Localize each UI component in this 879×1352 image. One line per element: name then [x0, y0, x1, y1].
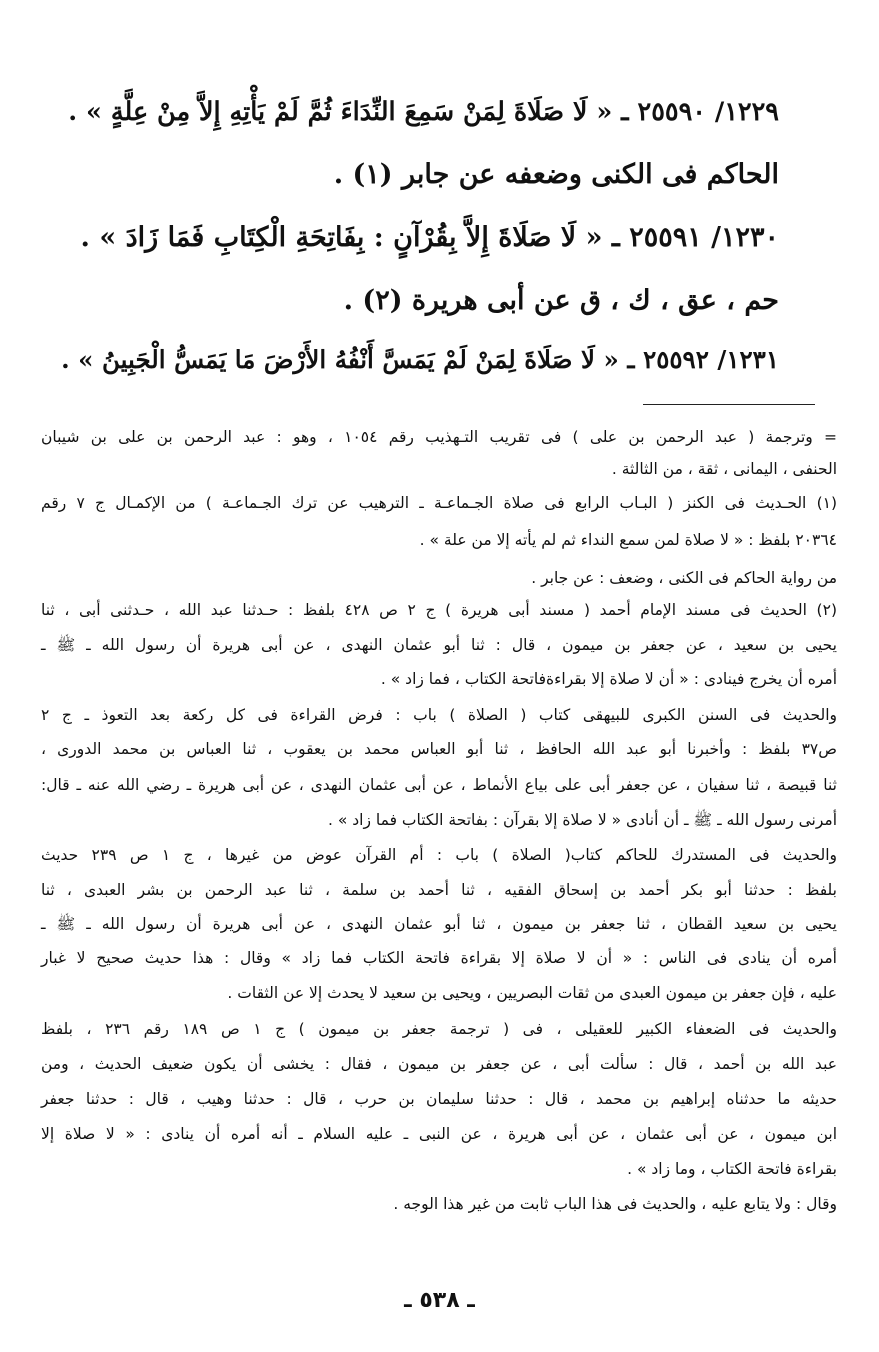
footnote-separator [643, 404, 815, 405]
footnote-2-line: ص٣٧ بلفظ : وأخبرنا أبو عبد الله الحافظ ، ثنا أبو العباس محمد بن يعقوب ، ثنا العباس بن محمد الدورى ، [41, 740, 837, 758]
hadith-1231: ١٢٣١/ ٢٥٥٩٢ ـ « لَا صَلَاةَ لِمَنْ لَمْ يَمَسَّ أَنْفُهُ الأَرْضَ مَا يَمَسُّ الْجَبِينُ » . [61, 345, 779, 374]
footnote-1-line: ٢٠٣٦٤ بلفظ : « لا صلاة لمن سمع النداء ثم لم يأته إلا من علة » . [419, 531, 837, 549]
footnote-2-line: أمرنى رسول الله ـ ﷺ ـ أن أنادى « لا صلاة إلا بقرآن : بفاتحة الكتاب فما زاد » . [328, 811, 837, 829]
footnote-2-line: وقال : ولا يتابع عليه ، والحديث فى هذا الباب ثابت من غير هذا الوجه . [393, 1195, 837, 1213]
hadith-1229: ١٢٢٩/ ٢٥٥٩٠ ـ « لَا صَلَاةَ لِمَنْ سَمِعَ النِّدَاءَ ثُمَّ لَمْ يَأْتِهِ إِلاَّ مِنْ عِلَّةٍ » . [68, 97, 779, 127]
footnote-2-line: عبد الله بن أحمد ، قال : سألت أبى ، عن جعفر بن ميمون ، فقال : يخشى أن يكون ضعيف الحديث ، ومن [41, 1055, 837, 1073]
footnote-line: = وترجمة ( عبد الرحمن بن على ) فى تقريب التـهذيب رقم ١٠٥٤ ، وهو : عبد الرحمن بن على بن شيبان [41, 428, 837, 446]
footnote-2-line: أمره أن يخرج فينادى : « أن لا صلاة إلا بقراءةفاتحة الكتاب ، فما زاد » . [380, 670, 837, 688]
source-1229: الحاكم فى الكنى وضعفه عن جابر (١) . [333, 159, 779, 190]
page-number: ـ ٥٣٨ ـ [404, 1288, 475, 1313]
footnote-2-line: والحديث فى المستدرك للحاكم كتاب( الصلاة ) باب : أم القرآن عوض من غيرها ، ج ١ ص ٢٣٩ حديث [41, 846, 838, 864]
footnote-2-line: (٢) الحديث فى مسند الإمام أحمد ( مسند أبى هريرة ) ج ٢ ص ٤٢٨ بلفظ : حـدثنا عبد الله ، حـدثنى أبى ، ثنا [41, 601, 837, 619]
footnote-2-line: بلفظ : حدثنا أبو بكر أحمد بن إسحاق الفقيه ، ثنا أحمد بن سلمة ، ثنا عبد الرحمن بن بشر العبدى ، ثنا [41, 881, 837, 899]
footnote-2-line: أمره أن ينادى فى الناس : « أن لا صلاة إلا بقراءة فاتحة الكتاب فما زاد » وقال : هذا حديث صحيح لا غبار [41, 949, 837, 967]
footnote-2-line: بقراءة فاتحة الكتاب ، وما زاد » . [627, 1160, 837, 1178]
footnote-2-line: والحديث فى الضعفاء الكبير للعقيلى ، فى ( ترجمة جعفر بن ميمون ) ج ١ ص ١٨٩ رقم ٢٣٦ ، بلفظ [41, 1020, 837, 1038]
footnote-1-line: (١) الحـديث فى الكنز ( البـاب الرابع فى صلاة الجـماعـة ـ الترهيب عن ترك الجـماعـة ) من الإكمـال ج ٧ رقم [41, 494, 838, 512]
hadith-1230: ١٢٣٠/ ٢٥٥٩١ ـ « لَا صَلَاةَ إِلاَّ بِقُرْآنٍ : بِفَاتِحَةِ الْكِتَابِ فَمَا زَادَ » . [80, 222, 779, 253]
footnote-2-line: ابن ميمون ، عن أبى عثمان ، عن أبى هريرة ، عن النبى ـ عليه السلام ـ أنه أمره أن ينادى : « لا صلاة إلا [41, 1125, 837, 1143]
footnote-1-line: من رواية الحاكم فى الكنى ، وضعف : عن جابر . [531, 569, 837, 587]
source-1230: حم ، عق ، ك ، ق عن أبى هريرة (٢) . [343, 285, 779, 316]
footnote-2-line: عليه ، فإن جعفر بن ميمون العبدى من ثقات البصريين ، ويحيى بن سعيد لا يحدث إلا عن الثقات . [227, 984, 837, 1002]
footnote-2-line: يحيى بن سعيد ، عن جعفر بن ميمون ، قال : ثنا أبو عثمان النهدى ، عن أبى هريرة أن رسول الله ـ ﷺ ـ [41, 636, 837, 654]
footnote-2-line: ثنا قبيصة ، ثنا سفيان ، عن جعفر أبى على بياع الأنماط ، عن أبى عثمان النهدى ، عن أبى هريرة ـ رضي الله عنه ـ قال: [41, 776, 837, 794]
footnote-2-line: حديثه ما حدثناه إبراهيم بن محمد ، قال : حدثنا سليمان بن حرب ، قال : حدثنا وهيب ، قال : حدثنا جعفر [41, 1090, 837, 1108]
footnote-2-line: يحيى بن سعيد القطان ، ثنا جعفر بن ميمون ، ثنا أبو عثمان النهدى ، عن أبى هريرة أن رسول الله ـ ﷺ ـ [41, 915, 837, 933]
footnote-2-line: والحديث فى السنن الكبرى للبيهقى كتاب ( الصلاة ) باب : فرض القراءة فى كل ركعة بعد التعوذ ـ ج ٢ [41, 706, 837, 724]
footnote-line: الحنفى ، اليمانى ، ثقة ، من الثالثة . [611, 460, 837, 478]
